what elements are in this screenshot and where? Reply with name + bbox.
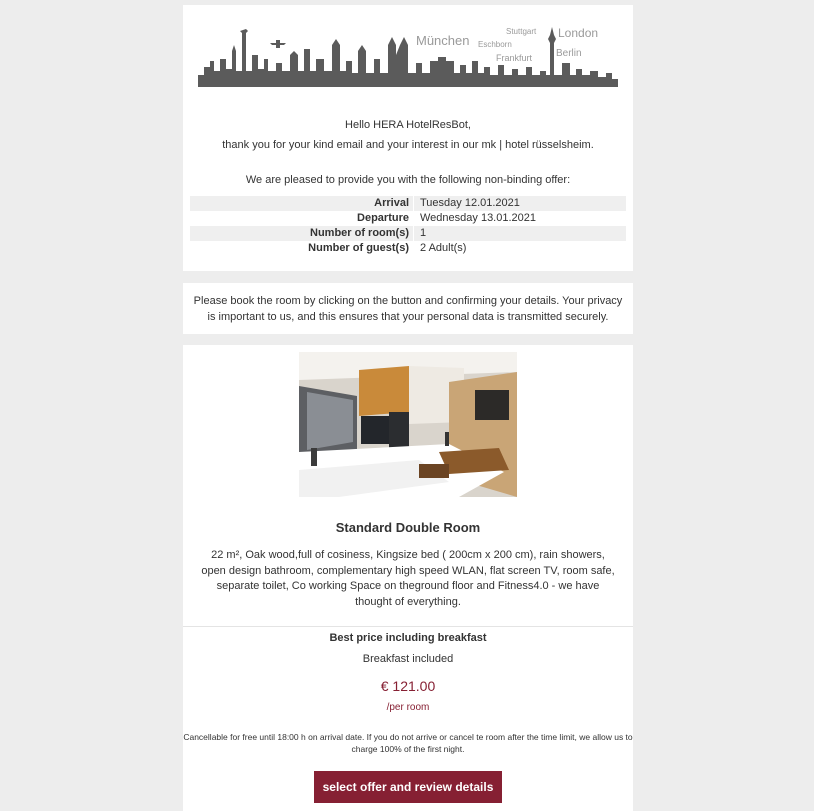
privacy-notice-text: Please book the room by clicking on the button and confirming your details. Your privacy is important to us, and this ensures that your personal data is transmitted securely. <box>193 295 623 323</box>
greeting-text: Hello HERA HotelResBot, <box>345 119 471 131</box>
guests-label: Number of guest(s) <box>190 241 414 256</box>
skyline-label-eschborn: Eschborn <box>478 40 512 49</box>
privacy-notice-card <box>183 283 633 334</box>
guests-value: 2 Adult(s) <box>420 242 467 254</box>
departure-value: Wednesday 13.01.2021 <box>420 212 536 224</box>
room-offer-card <box>183 345 633 811</box>
offer-header-card <box>183 5 633 271</box>
select-offer-button[interactable]: select offer and review details <box>314 771 502 803</box>
table-row <box>190 226 626 241</box>
room-description: 22 m², Oak wood,full of cosiness, Kingsize bed ( 200cm x 200 cm), rain showers, open design bathroom, complementary high speed WLAN, flat screen TV, room safe, separate toilet, Co working Space on theground floor and Fitness4.0 - we have thought of everything. <box>201 549 615 608</box>
divider <box>183 626 633 627</box>
arrival-label: Arrival <box>190 196 414 211</box>
skyline-label-berlin: Berlin <box>556 48 582 59</box>
rooms-label: Number of room(s) <box>190 226 414 241</box>
rooms-value: 1 <box>414 226 627 241</box>
offer-details-table <box>190 196 626 256</box>
skyline-label-muenchen: München <box>416 33 470 48</box>
rate-name: Best price including breakfast <box>329 632 487 644</box>
city-skyline-logo <box>198 15 618 87</box>
skyline-label-stuttgart: Stuttgart <box>506 27 537 36</box>
breakfast-info: Breakfast included <box>362 653 454 665</box>
table-row <box>190 241 626 256</box>
departure-label: Departure <box>190 211 414 226</box>
room-photo <box>299 352 517 497</box>
room-price: € 121.00 <box>380 678 436 694</box>
table-row <box>190 211 626 226</box>
thanks-text: thank you for your kind email and your interest in our mk | hotel rüsselsheim. <box>222 139 594 151</box>
skyline-label-frankfurt: Frankfurt <box>496 53 533 63</box>
table-row <box>190 196 626 211</box>
arrival-value: Tuesday 12.01.2021 <box>414 196 627 211</box>
cancellation-policy: Cancellable for free until 18:00 h on arrival date. If you do not arrive or cancel te room after the time limit, we allow us to charge 100% of the first night. <box>183 732 633 754</box>
price-unit: /per room <box>386 702 430 713</box>
room-title: Standard Double Room <box>335 520 481 535</box>
offer-intro-text: We are pleased to provide you with the following non-binding offer: <box>245 174 571 186</box>
skyline-label-london: London <box>558 26 599 40</box>
